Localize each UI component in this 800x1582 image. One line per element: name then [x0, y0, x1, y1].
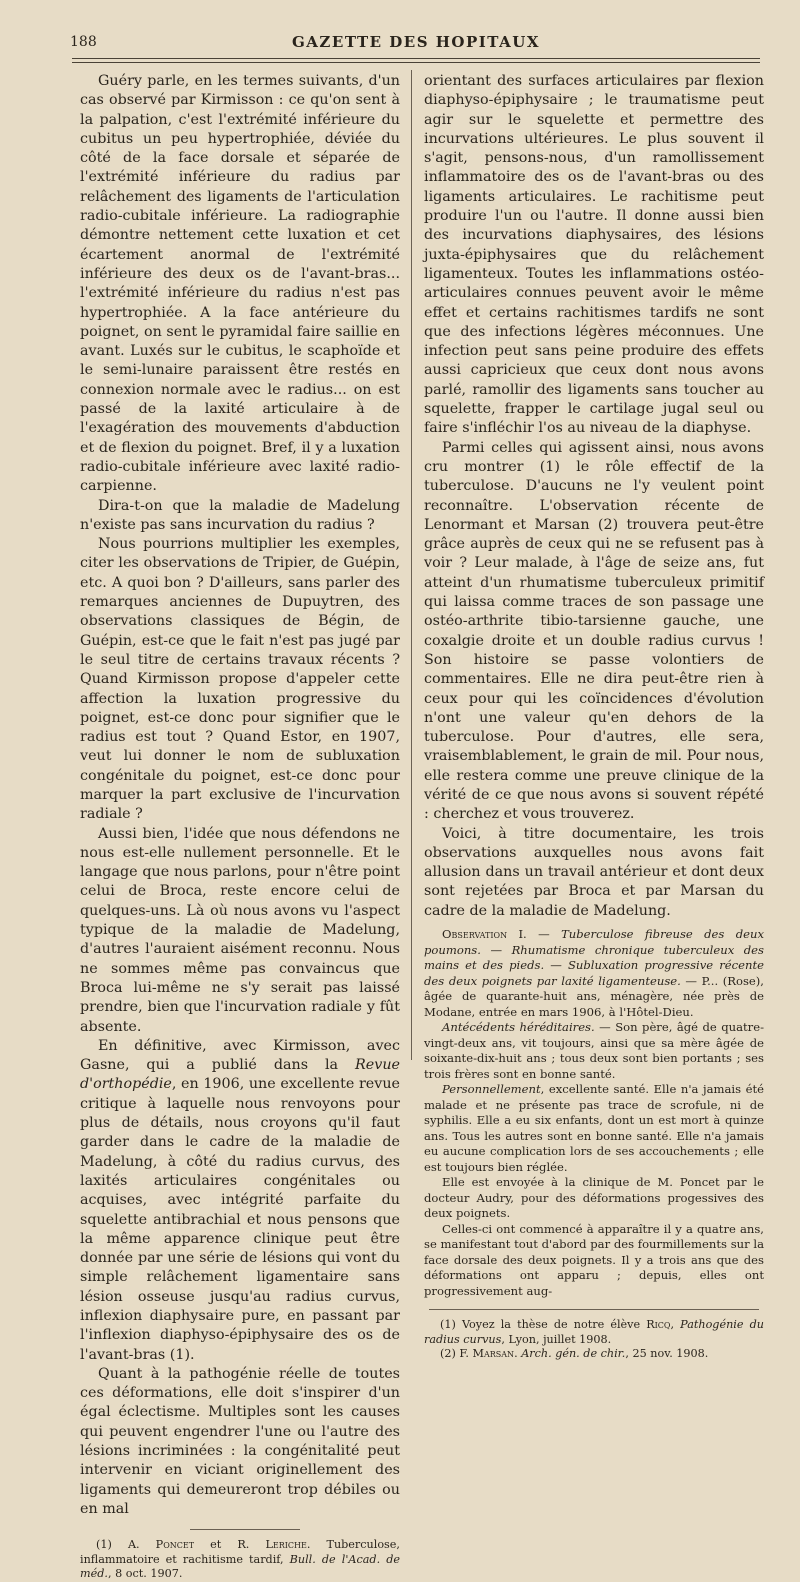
text-run: , excellente santé. Elle n'a jamais été malade et ne présente pas trace de scrofule, ni de syphilis. Elle a eu six enfants, dont un est mort à quinze ans. Tous les autres sont en bonne santé. Elle n'a jamais eu aucune complication lors de ses accouchements ; elle est toujours bien réglée. [424, 1082, 764, 1174]
right-column [424, 72, 764, 1362]
footnotes [80, 1538, 400, 1582]
column-divider [411, 70, 412, 1060]
author-name: Poncet [155, 1538, 195, 1552]
text-run: — Son père, âgé de quatre-vingt-deux ans, vit toujours, ainsi que sa mère âgée de soixante-dix-huit ans ; tous deux sont bien portants ; ses trois frères sont en bonne santé. [424, 1020, 764, 1081]
journal-title: GAZETTE DES HOPITAUX [291, 33, 540, 51]
author-name: Leriche [265, 1538, 307, 1552]
section-label: Personnellement [442, 1082, 541, 1097]
author-name: Marsan [472, 1347, 515, 1361]
observation-heading [424, 927, 764, 1020]
observation-title: Tuberculose fibreuse des deux poumons. — Rhumatisme chronique tuberculeux des mains et des pieds. — Subluxation progressive récente des deux poignets par laxité ligamenteuse. [424, 927, 765, 988]
header-rule-bottom [72, 62, 760, 63]
journal-name: Revue d'orthopédie [80, 1057, 400, 1093]
page-header [70, 32, 762, 54]
paragraph: Parmi celles qui agissent ainsi, nous avons cru montrer (1) le rôle effectif de la tuberculose. D'aucuns ne l'y veulent point reconnaître. L'observation récente de Lenormant et Marsan (2) trouvera peut-être grâce auprès de ceux qui ne se refusent pas à voir ? Leur malade, à l'âge de seize ans, fut atteint d'un rhumatisme tuberculeux primitif qui laissa comme traces de son passage une ostéo-arthrite tibio-tarsienne gauche, une coxalgie droite et un double radius curvus ! Son histoire se passe volontiers de commentaires. Elle ne dira peut-être rien à ceux pour qui les coïncidences d'évolution n'ont une valeur qu'en dehors de la tuberculose. Pour d'autres, elle sera, vraisemblablement, le grain de mil. Pour nous, elle restera comme une preuve clinique de la vérité de ce que nous avons si souvent répété : cherchez et vous trouverez. [424, 439, 764, 823]
paragraph: Aussi bien, l'idée que nous défendons ne nous est-elle nullement personnelle. Et le langage que nous parlons, pour n'être point celui de Broca, reste encore celui de quelques-uns. Là où nous avons vu l'aspect typique de la maladie de Madelung, d'autres l'auraient aisément reconnu. Nous ne sommes même pas convaincus que Broca lui-même ne s'y serait pas laissé prendre, bien que l'incurvation radiale y fût absente. [80, 825, 400, 1035]
text-run: , 25 nov. 1908. [625, 1347, 709, 1361]
author-name: Ricq [646, 1318, 671, 1332]
text-run: et R. [194, 1538, 266, 1552]
paragraph: Dira-t-on que la maladie de Madelung n'existe pas sans incurvation du radius ? [80, 497, 400, 533]
footnote-rule [190, 1529, 300, 1530]
header-rule-top [72, 58, 760, 59]
text-run: — [526, 927, 562, 942]
observation-label: Observation I. [442, 927, 527, 942]
observation-block [424, 927, 764, 1299]
text-run: — P... (Rose), âgée de quarante-huit ans, ménagère, née près de Modane, entrée en mars 1906, à l'Hôtel-Dieu. [424, 973, 764, 1019]
footnote: (2) F. Marsan. Arch. gén. de chir., 25 nov. 1908. [440, 1347, 709, 1361]
paragraph: Guéry parle, en les termes suivants, d'un cas observé par Kirmisson : ce qu'on sent à la palpation, c'est l'extrémité inférieure du cubitus un peu hypertrophiée, déviée du côté de la face dorsale et séparée de l'extrémité inférieure du radius par relâchement des ligaments de l'articulation radio-cubitale inférieure. La radiographie démontre nettement cette luxation et cet écartement anormal de l'extrémité inférieure des deux os de l'avant-bras... l'extrémité inférieure du radius n'est pas hypertrophiée. A la face antérieure du poignet, on sent le pyramidal faire saillie en avant. Luxés sur le cubitus, le scaphoïde et le semi-lunaire paraissent être restés en connexion normale avec le radius... on est passé de la laxité articulaire à de l'exagération des mouvements d'abduction et de flexion du poignet. Bref, il y a luxation radio-cubitale inférieure avec laxité radio-carpienne. [80, 73, 400, 495]
text-run: (2) F. [440, 1347, 473, 1361]
paragraph: orientant des surfaces articulaires par flexion diaphyso-épiphysaire ; le traumatisme peut agir sur le squelette et permettre des incurvations ultérieures. Le plus souvent il s'agit, pensons-nous, d'un ramollissement inflammatoire des os de l'avant-bras ou des ligaments articulaires. Le rachitisme peut produire l'un ou l'autre. Il donne aussi bien des incurvations diaphysaires, des lésions juxta-épiphysaires que du relâchement ligamenteux. Toutes les inflammations ostéo-articulaires connues peuvent avoir le même effet et certains rachitismes tardifs ne sont que des infections légères méconnues. Une infection peut sans peine produire des effets aussi capricieux que ceux dont nous avons parlé, ramollir des ligaments sans toucher au squelette, frapper le cartilage jugal seul ou faire s'infléchir l'os au niveau de la diaphyse. [424, 73, 764, 437]
paragraph [80, 1037, 400, 1365]
footnotes [424, 1318, 764, 1362]
footnote-rule [429, 1309, 759, 1310]
paragraph: Nous pourrions multiplier les exemples, citer les observations de Tripier, de Guépin, etc. A quoi bon ? D'ailleurs, sans parler des remarques anciennes de Dupuytren, des observations classiques de Bégin, de Guépin, est-ce que le fait n'est pas jugé par le seul titre de certains travaux récents ? Quand Kirmisson propose d'appeler cette affection la luxation progressive du poignet, est-ce donc pour signifier que le radius est tout ? Quand Estor, en 1907, veut lui donner le nom de subluxation congénitale du poignet, est-ce donc pour marquer la part exclusive de l'incurvation radiale ? [80, 536, 400, 823]
paragraph: Voici, à titre documentaire, les trois observations auxquelles nous avons fait allusion dans un travail antérieur et dont deux sont rejetées par Broca et par Marsan du cadre de la maladie de Madelung. [424, 825, 764, 919]
text-run: (1) Voyez la thèse de notre élève [440, 1318, 647, 1332]
text-run: , 8 oct. 1907. [107, 1567, 183, 1581]
footnote: (1) Voyez la thèse de notre élève Ricq, Pathogénie du radius curvus, Lyon, juillet 1908. [424, 1318, 764, 1346]
journal-name: Bull. de l'Acad. de méd. [80, 1552, 400, 1581]
page-number: 188 [70, 34, 97, 50]
footnote [80, 1538, 400, 1582]
paragraph [424, 1082, 764, 1175]
paragraph: Celles-ci ont commencé à apparaître il y a quatre ans, se manifestant tout d'abord par des fourmillements sur la face dorsale des deux poignets. Il y a trois ans que des déformations ont apparu ; depuis, elles ont progressivement aug- [424, 1221, 764, 1298]
paragraph [424, 1020, 764, 1082]
text-run: En définitive, avec Kirmisson, avec Gasne, qui a publié dans la [80, 1037, 400, 1074]
journal-name: Arch. gén. de chir. [521, 1347, 626, 1361]
text-run: . Tuberculose, inflammatoire et rachitisme tardif, [80, 1538, 400, 1566]
text-run: (1) A. [96, 1538, 156, 1552]
section-label: Antécédents héréditaires. [442, 1020, 595, 1035]
thesis-title: Pathogénie du radius curvus [424, 1318, 764, 1346]
left-column [80, 72, 400, 1582]
paragraph: Elle est envoyée à la clinique de M. Poncet par le docteur Audry, pour des déformations progessives des deux poignets. [424, 1175, 764, 1221]
text-run: , en 1906, une excellente revue critique à laquelle nous renvoyons pour plus de détails, nous croyons qu'il faut garder dans le cadre de la maladie de Madelung, à côté du radius curvus, des laxités articulaires congénitales ou acquises, avec intégrité parfaite du squelette antibrachial et nous pensons que la même apparence clinique peut être donnée par une série de lésions qui vont du simple relâchement ligamentaire sans lésion osseuse jusqu'au radius curvus, inflexion diaphysaire pure, en passant par l'inflexion diaphyso-épiphysaire des os de l'avant-bras (1). [80, 1076, 400, 1363]
paragraph: Quant à la pathogénie réelle de toutes ces déformations, elle doit s'inspirer d'un égal éclectisme. Multiples sont les causes qui peuvent engendrer l'une ou l'autre des lésions incriminées : la congénitalité peut intervenir en viciant originellement des ligaments qui demeureront trop débiles ou en mal [80, 1365, 400, 1517]
text-run: , Lyon, juillet 1908. [501, 1332, 612, 1346]
